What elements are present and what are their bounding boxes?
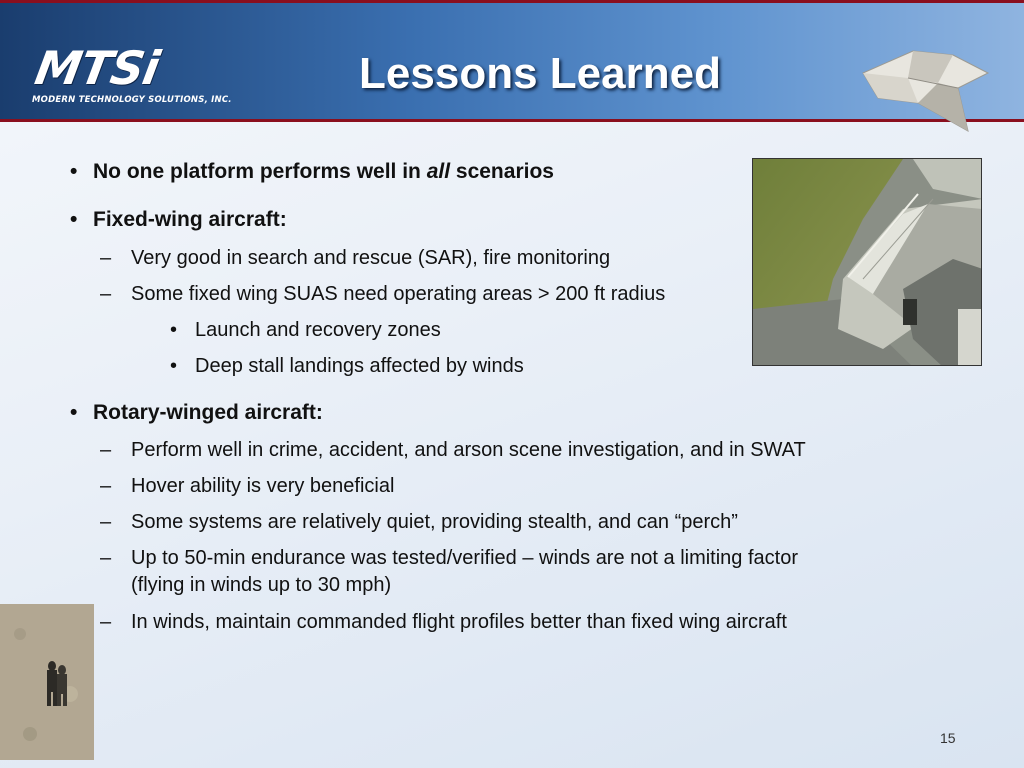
sub-bullet-text-continued: (flying in winds up to 30 mph)	[131, 574, 392, 596]
dash-marker: –	[100, 283, 112, 305]
sub-bullet-text: Hover ability is very beneficial	[131, 475, 395, 497]
dash-marker: –	[100, 547, 112, 569]
bullet-marker: •	[70, 208, 78, 231]
field-people-photo	[0, 604, 94, 760]
sub-bullet-text: Some systems are relatively quiet, providing stealth, and can “perch”	[131, 511, 738, 533]
sub-bullet-text: Perform well in crime, accident, and arson scene investigation, and in SWAT	[131, 439, 806, 461]
dash-marker: –	[100, 439, 112, 461]
bullet-text: Rotary-winged aircraft:	[93, 401, 323, 424]
bullet-text-emphasis: all	[426, 160, 451, 183]
dash-marker: –	[100, 475, 112, 497]
sub-sub-bullet-text: Launch and recovery zones	[195, 319, 441, 341]
bullet-marker: •	[170, 355, 178, 377]
bullet-marker: •	[170, 319, 178, 341]
dash-marker: –	[100, 247, 112, 269]
bullet-text	[93, 160, 554, 184]
logo-subtitle: MODERN TECHNOLOGY SOLUTIONS, INC.	[32, 95, 232, 105]
bullet-text: Fixed-wing aircraft:	[93, 208, 287, 231]
stealth-aircraft-icon	[858, 43, 993, 133]
people-image	[0, 604, 94, 760]
sub-bullet-text: Very good in search and rescue (SAR), fire monitoring	[131, 247, 611, 269]
bullet-marker: •	[70, 160, 78, 183]
aerial-building-photo	[752, 158, 982, 366]
sub-bullet-text: In winds, maintain commanded flight profiles better than fixed wing aircraft	[131, 611, 787, 633]
bullet-text-pre: No one platform performs well in	[93, 160, 427, 183]
mtsi-logo	[30, 41, 232, 111]
slide-number: 15	[940, 730, 956, 746]
building-image	[753, 159, 982, 366]
bullet-text-post: scenarios	[450, 160, 554, 183]
slide-header	[0, 0, 1024, 122]
sub-sub-bullet-text: Deep stall landings affected by winds	[195, 355, 524, 377]
sub-bullet-text: Some fixed wing SUAS need operating areas > 200 ft radius	[131, 283, 666, 305]
logo-wordmark: MTSi	[31, 41, 163, 95]
dash-marker: –	[100, 611, 112, 633]
dash-marker: –	[100, 511, 112, 533]
bullet-marker: •	[70, 401, 78, 424]
sub-bullet-text: Up to 50-min endurance was tested/verified – winds are not a limiting factor	[131, 547, 799, 569]
slide-title: Lessons Learned	[359, 49, 721, 98]
